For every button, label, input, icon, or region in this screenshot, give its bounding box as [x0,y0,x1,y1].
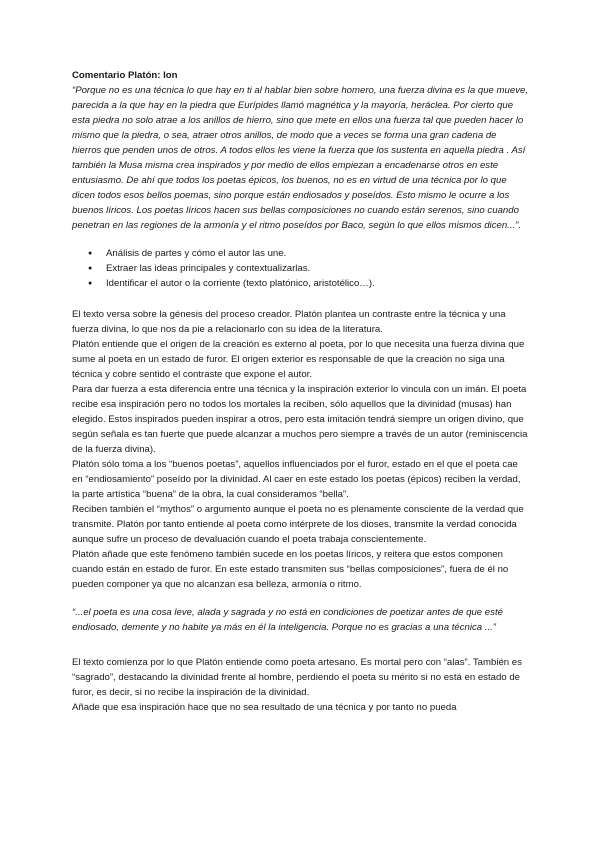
commentary-body [72,307,528,592]
commentary-body-continued [72,655,528,715]
list-item: ● Extraer las ideas principales y contextualizarlas. [90,261,528,276]
paragraph: El texto versa sobre la génesis del proceso creador. Platón plantea un contraste entre la técnica y una fuerza divina, lo que nos da pie a relacionarlo con su idea de la literatura. [72,309,506,335]
document-content [72,68,528,715]
paragraph: Para dar fuerza a esta diferencia entre una técnica y la inspiración exterior lo vincula con un imán. El poeta recibe esa inspiración pero no todos los mortales la reciben, sólo aquellos que la divinidad (musas) han elegido. Estos inspirados pueden inspirar a otros, pero esta imitación tendrá siempre un origen divino, que según señala es tan fuerte que puede alcanzar a muchos pero siempre a través de un autor (reminiscencia de la fuerza divina). [72,384,528,455]
paragraph: Platón sólo toma a los “buenos poetas”, aquellos influenciados por el furor, estado en el que el poeta cae en “endiosamiento” poseído por la divinidad. Al caer en este estado los poetas (épicos) reciben la verdad, la parte artística “buena” de la obra, la cual consideramos “bella”. [72,459,521,500]
analysis-points-list [72,246,528,291]
paragraph: Reciben también el “mythos” o argumento aunque el poeta no es plenamente consciente de la verdad que transmite. Platón por tanto entiende al poeta como intérprete de los dioses, transmite la verdad conocida aunque sufre un proceso de devaluación cuando el poeta trabaja conscientemente. [72,504,524,545]
list-item: ● Análisis de partes y cómo el autor las une. [90,246,528,261]
paragraph: El texto comienza por lo que Platón entiende como poeta artesano. Es mortal pero con “alas”. También es “sagrado”, destacando la divinidad frente al hombre, perdiendo el poeta su mérito si no está en estado de furor, es decir, si no recibe la inspiración de la divinidad. [72,657,522,698]
second-quote: “...el poeta es una cosa leve, alada y sagrada y no está en condiciones de poetizar antes de que esté endiosado, demente y no habite ya más en él la inteligencia. Porque no es gracias a una técnica ...” [72,607,503,633]
opening-quote: “Porque no es una técnica lo que hay en ti al hablar bien sobre homero, una fuerza divina es la que mueve, parecida a la que hay en la piedra que Eurípides llamó magnética y la mayoría, heráclea. Por cierto que esta piedra no solo atrae a los anillos de hierro, sino que mete en ellos una fuerza tal que pueden hacer lo mismo que la piedra, o sea, atraer otros anillos, de modo que a veces se forma una gran cadena de hierros que penden unos de otros. A todos ellos les viene la fuerza que los sustenta en aquella piedra . Así también la Musa misma crea inspirados y por medio de ellos empiezan a encadenarse otros en este entusiasmo. De ahí que todos los poetas épicos, los buenos, no es en virtud de una técnica por lo que dicen todos esos bellos poemas, sino porque están endiosados y poseídos. Esto mismo le ocurre a los buenos líricos. Los poetas líricos hacen sus bellas composiciones no cuando están serenos, sino cuando penetran en las regiones de la armonía y el ritmo poseídos por Baco, según lo que ellos mismos dicen...”. [72,85,528,231]
paragraph: Platón añade que este fenómeno también sucede en los poetas líricos, y reitera que estos componen cuando están en estado de furor. En este estado transmiten sus “bellas composiciones”, fuera de él no pueden componer ya que no alcanzan esa belleza, armonía o ritmo. [72,549,509,590]
paragraph: Añade que esa inspiración hace que no sea resultado de una técnica y por tanto no pueda [72,702,457,713]
list-item: ● Identificar el autor o la corriente (texto platónico, aristotélico…). [90,276,528,291]
document-title: Comentario Platón: Ion [72,70,178,81]
paragraph: Platón entiende que el origen de la creación es externo al poeta, por lo que necesita una fuerza divina que sume al poeta en un estado de furor. El origen exterior es responsable de que la creación no siga una técnica y cobre sentido el contraste que expone el autor. [72,339,525,380]
